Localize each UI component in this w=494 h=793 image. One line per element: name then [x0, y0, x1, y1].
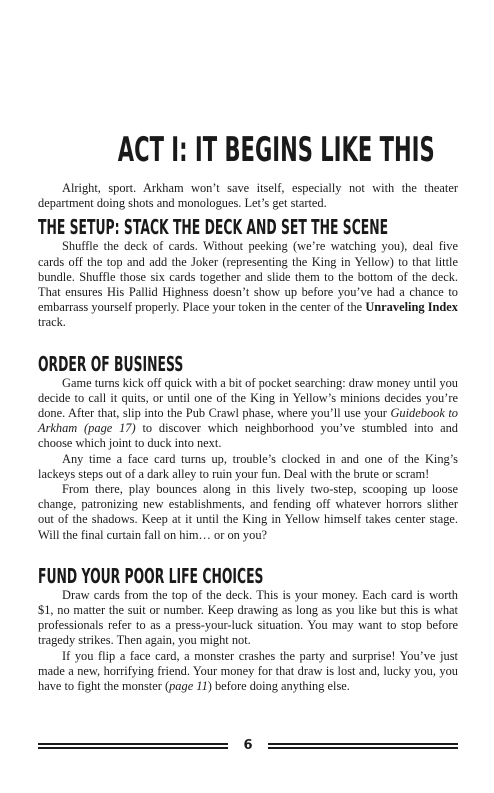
section-heading-fund: FUND YOUR POOR LIFE CHOICES	[38, 563, 264, 588]
order-paragraph-1: Game turns kick off quick with a bit of pocket searching: draw money until you decide to call it quits, or until one of the King in Yellow’s minions decides you’re done. After that, slip into the Pub Crawl phase, where you’ll use your Guidebook to Arkham (page 17) to discover which neighborhood you’ve stumbled into and choose which joint to duck into next.	[38, 375, 459, 451]
footer-rule-right	[268, 743, 458, 749]
intro-paragraph: Alright, sport. Arkham won’t save itself, especially not with the theater department doing shots and monologues. Let’s get started.	[38, 181, 458, 211]
section-heading-order: ORDER OF BUSINESS	[38, 351, 184, 376]
body-content	[38, 181, 458, 694]
page-number: 6	[243, 738, 253, 753]
setup-paragraph: Shuffle the deck of cards. Without peeking (we’re watching you), deal five cards off the top and add the Joker (representing the King in Yellow) to that little bundle. Shuffle those six cards together and slide them to the bottom of the deck. That ensures His Pallid Highness doesn’t show up before you’ve had a chance to embarrass yourself properly. Place your token in the center of the Unraveling Index track.	[38, 239, 458, 330]
fund-paragraph-1: Draw cards from the top of the deck. This is your money. Each card is worth $1, no matter the suit or number. Keep drawing as long as you like but this is what professionals refer to as a press-your-luck situation. You may want to stop before tragedy strikes. Then again, you might not.	[38, 587, 458, 648]
unraveling-index-term: Unraveling Index	[365, 300, 458, 315]
page-title: ACT I: IT BEGINS LIKE THIS	[117, 130, 435, 170]
fund-paragraph-2: If you flip a face card, a monster crashes the party and surprise! You’ve just made a new, horrifying friend. Your money for that draw is lost and, lucky you, you have to fight the monster (page 11) before doing anything else.	[38, 648, 458, 694]
page-footer	[38, 738, 458, 755]
page-reference: page 11	[169, 679, 208, 694]
order-paragraph-3: From there, play bounces along in this lively two-step, scooping up loose change, patronizing new establishments, and fending off whatever horrors slither out of the shadows. Keep at it until the King in Yellow himself takes center stage. Will the final curtain fall on him… or on you?	[38, 482, 458, 542]
guidebook-reference: Guidebook to Arkham (page 17)	[38, 406, 459, 436]
section-heading-setup: THE SETUP: STACK THE DECK AND SET THE SCENE	[38, 215, 389, 240]
order-paragraph-2: Any time a face card turns up, trouble’s clocked in and one of the King’s lackeys steps out of a dark alley to ruin your fun. Deal with the brute or scram!	[38, 451, 458, 481]
